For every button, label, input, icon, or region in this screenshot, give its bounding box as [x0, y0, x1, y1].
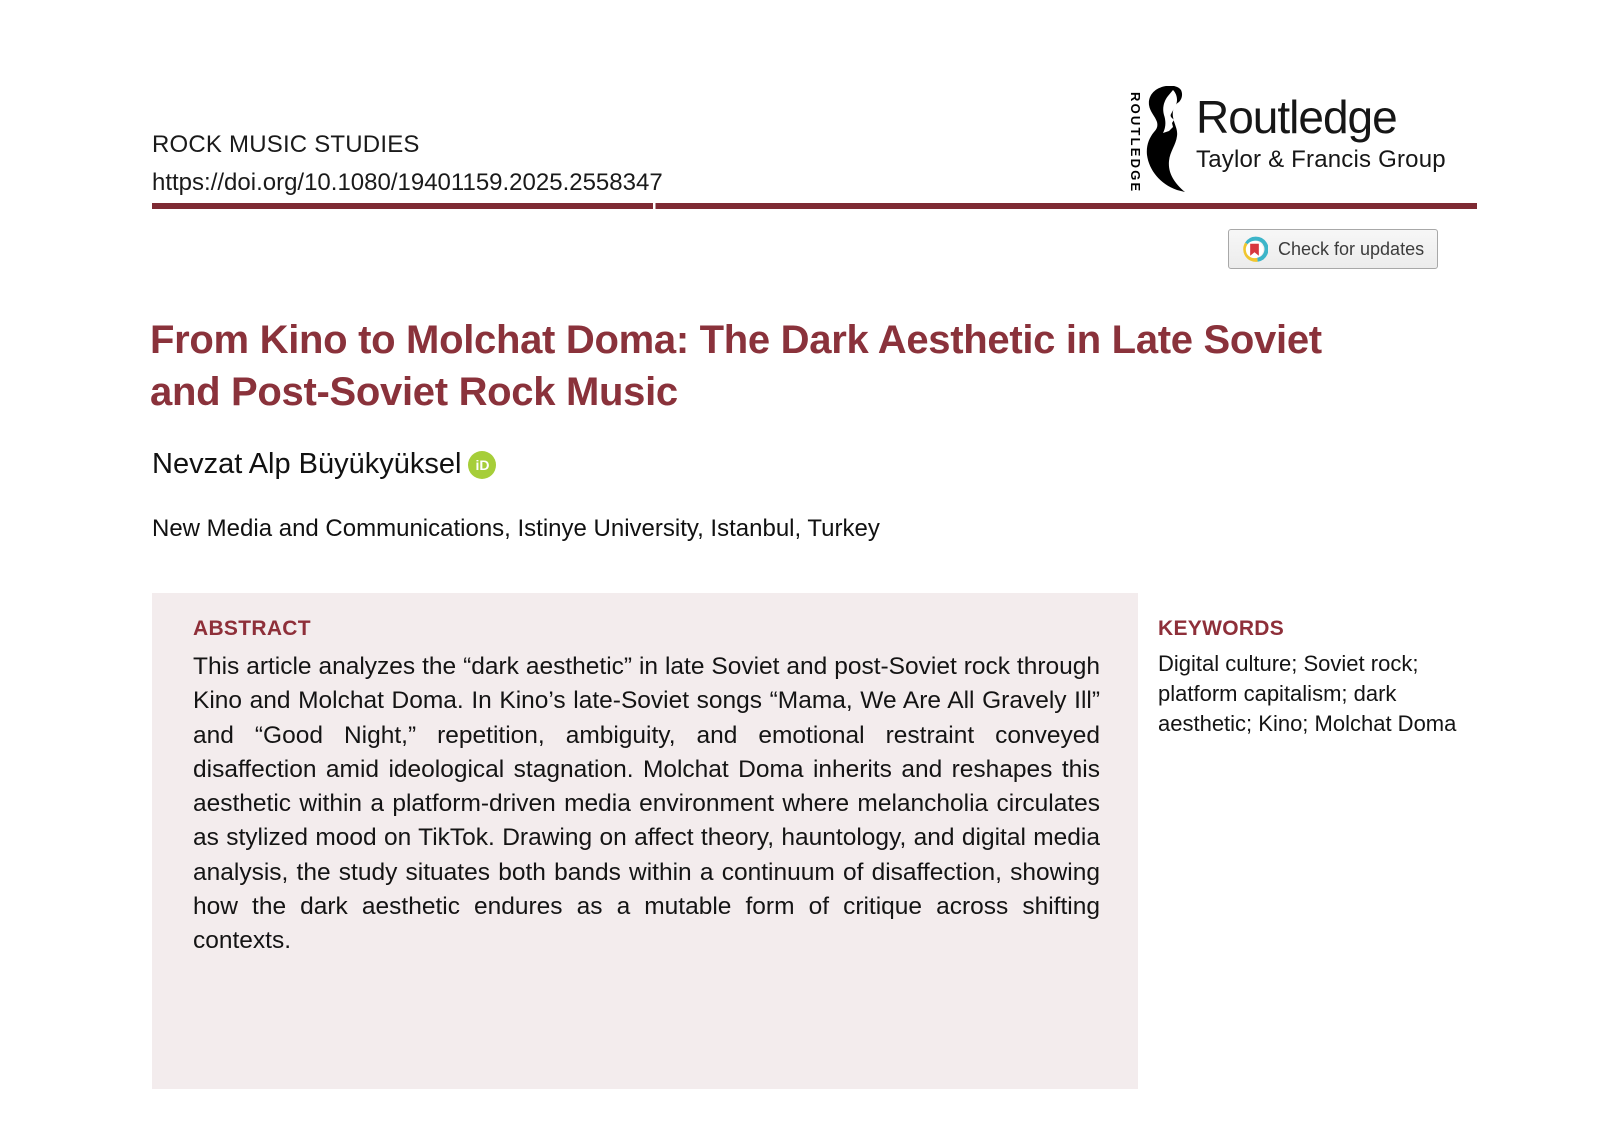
crossmark-icon: [1241, 236, 1268, 263]
author-name: Nevzat Alp Büyükyüksel: [152, 448, 462, 480]
journal-header: [152, 128, 663, 201]
abstract-heading: ABSTRACT: [193, 617, 311, 640]
orcid-icon[interactable]: iD: [468, 451, 496, 479]
journal-title: ROCK MUSIC STUDIES: [152, 131, 420, 158]
publisher-group: Taylor & Francis Group: [1196, 146, 1446, 173]
check-for-updates-button[interactable]: [1228, 229, 1438, 269]
keywords-heading: KEYWORDS: [1158, 617, 1285, 640]
abstract-box: [152, 593, 1138, 1089]
keywords-text: Digital culture; Soviet rock; platform capitalism; dark aesthetic; Kino; Molchat Doma: [1158, 651, 1457, 736]
check-for-updates-label: Check for updates: [1278, 238, 1425, 259]
publisher-logo: [1128, 84, 1446, 197]
publisher-wordmark: [1196, 91, 1446, 174]
abstract-text: This article analyzes the “dark aesthetic” in late Soviet and post-Soviet rock through Kino and Molchat Doma. In Kino’s late-Soviet songs “Mama, We Are All Gravely Ill” and “Good Night,” repetition, ambiguity, and emotional restraint conveyed disaffection amid ideological stagnation. Molchat Doma inherits and reshapes this aesthetic within a platform-driven media environment where melancholia circulates as stylized mood on TikTok. Drawing on affect theory, hauntology, and digital media analysis, the study situates both bands within a continuum of disaffection, showing how the dark aesthetic endures as a mutable form of critique across shifting contexts.: [193, 653, 1100, 955]
article-title: From Kino to Molchat Doma: The Dark Aesthetic in Late Soviet and Post-Soviet Rock Music: [150, 318, 1322, 414]
routledge-face-icon: [1146, 86, 1186, 197]
routledge-vertical-text: ROUTLEDGE: [1128, 92, 1143, 194]
author-line: [152, 448, 496, 481]
doi-link[interactable]: https://doi.org/10.1080/19401159.2025.2558347: [152, 168, 663, 196]
publisher-name: Routledge: [1196, 91, 1397, 143]
header-divider: [152, 203, 1477, 209]
keywords-section: [1158, 617, 1470, 739]
author-affiliation: New Media and Communications, Istinye University, Istanbul, Turkey: [152, 515, 880, 542]
